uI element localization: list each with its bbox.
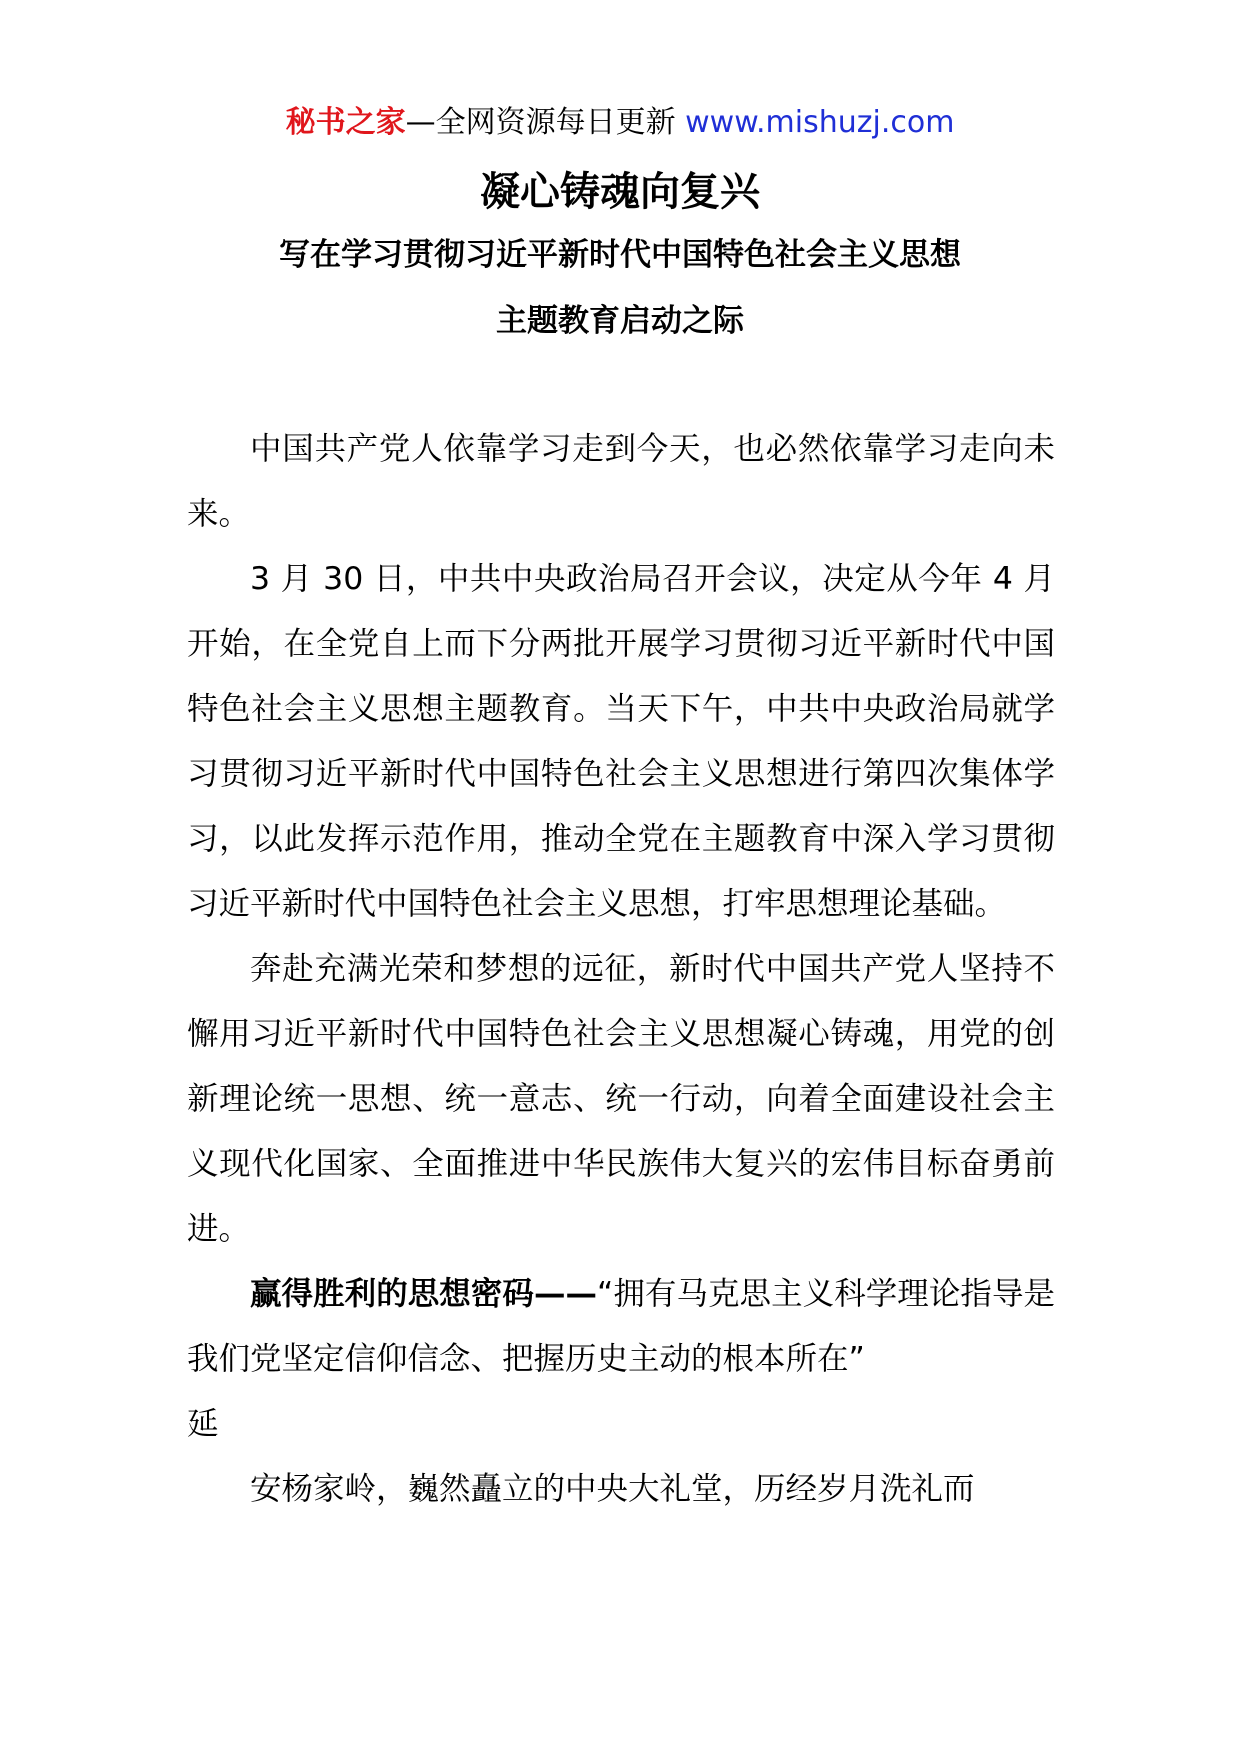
site-url-link[interactable]: www.mishuzj.com xyxy=(685,105,955,140)
header-slogan: —全网资源每日更新 xyxy=(405,105,686,140)
article-body xyxy=(187,417,1055,1522)
paragraph-3: 奔赴充满光荣和梦想的远征，新时代中国共产党人坚持不懈用习近平新时代中国特色社会主义思想凝心铸魂，用党的创新理论统一思想、统一意志、统一行动，向着全面建设社会主义现代化国家、全面推进中华民族伟大复兴的宏伟目标奋勇前进。 xyxy=(187,951,1055,1247)
section-heading-paragraph xyxy=(187,1262,1055,1392)
document-subtitle-line-1: 写在学习贯彻习近平新时代中国特色社会主义思想 xyxy=(279,237,961,273)
section-heading-bold: 赢得胜利的思想密码—— xyxy=(250,1276,597,1312)
document-title: 凝心铸魂向复兴 xyxy=(480,169,760,215)
section-heading-quote: “拥有马克思主义科学理论指导是我们党坚定信仰信念、把握历史主动的根本所在” xyxy=(187,1276,1055,1377)
brand-name: 秘书之家 xyxy=(285,105,406,140)
document-subtitle-line-2: 主题教育启动之际 xyxy=(496,303,744,339)
paragraph-last: 安杨家岭，巍然矗立的中央大礼堂，历经岁月洗礼而 xyxy=(250,1471,975,1507)
site-header xyxy=(0,100,1240,146)
paragraph-2: 3 月 30 日，中共中央政治局召开会议，决定从今年 4 月开始，在全党自上而下分两批开展学习贯彻习近平新时代中国特色社会主义思想主题教育。当天下午，中共中央政治局就学习贯彻习近平新时代中国特色社会主义思想进行第四次集体学习，以此发挥示范作用，推动全党在主题教育中深入学习贯彻习近平新时代中国特色社会主义思想，打牢思想理论基础。 xyxy=(187,561,1055,922)
orphan-line: 延 xyxy=(187,1406,219,1442)
paragraph-1: 中国共产党人依靠学习走到今天，也必然依靠学习走向未来。 xyxy=(187,431,1055,532)
